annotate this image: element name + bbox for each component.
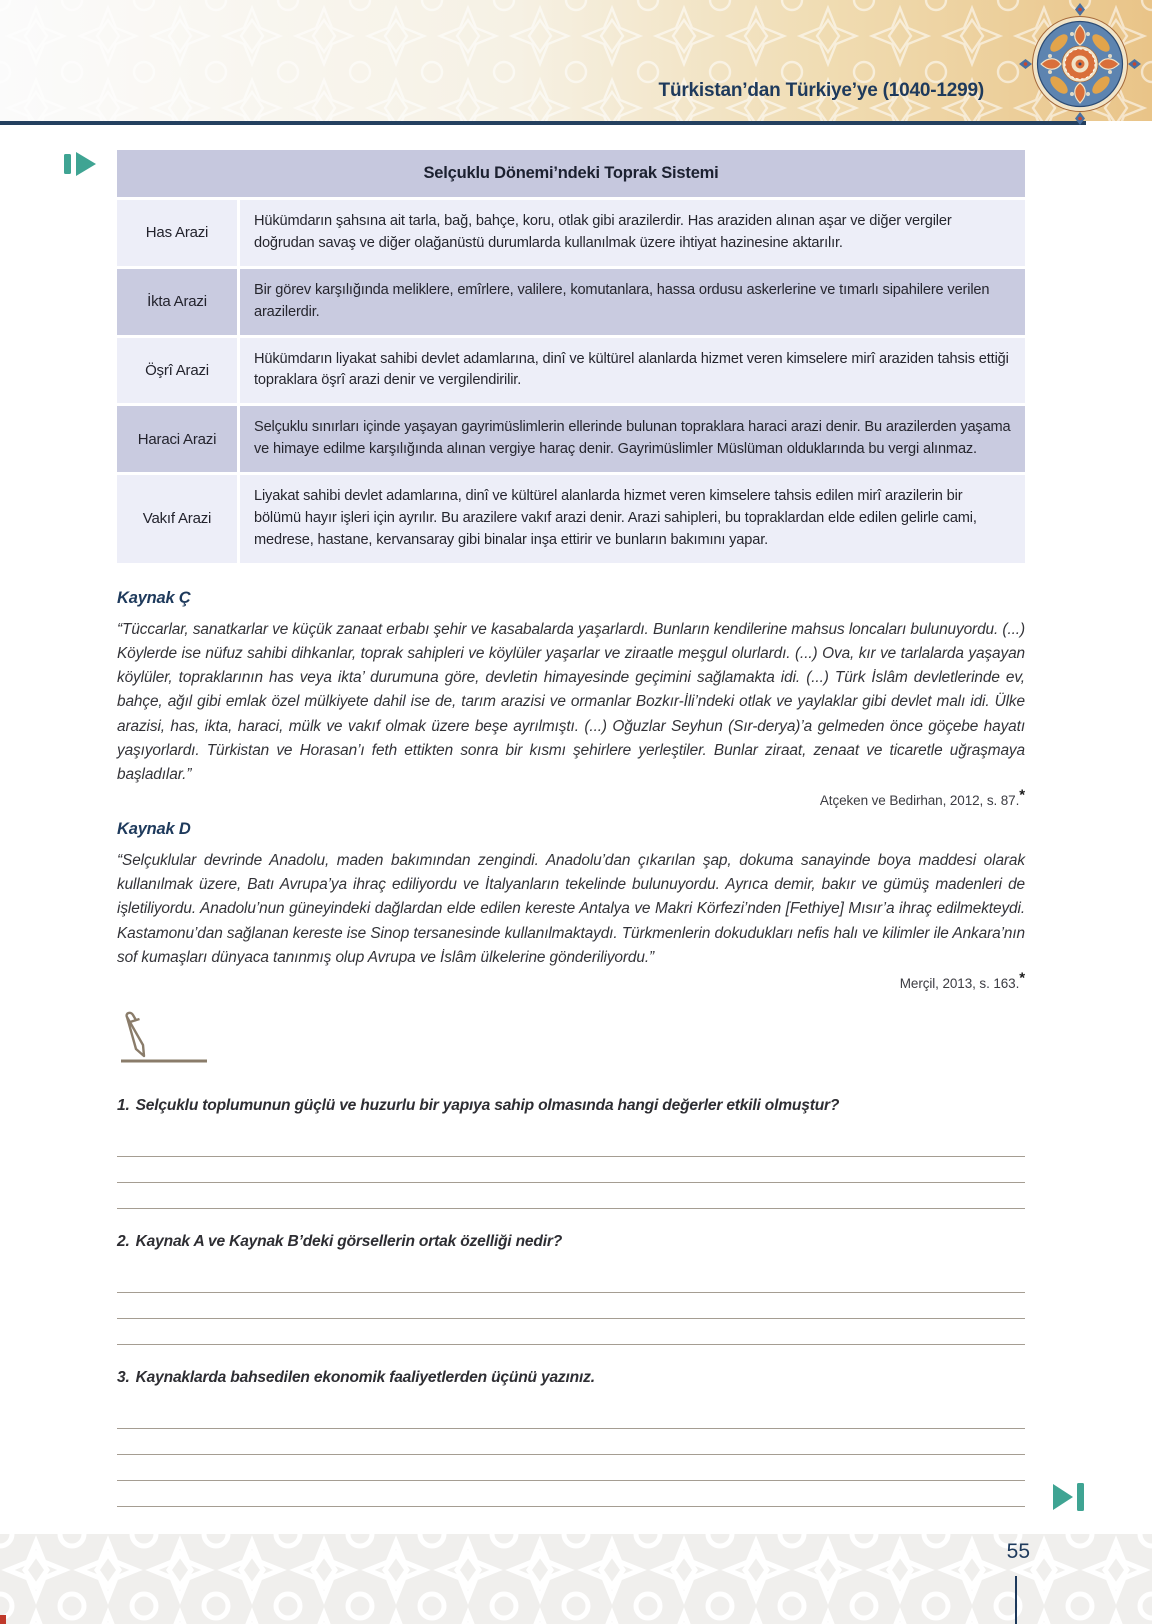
answer-line [117,1131,1025,1157]
table-row-text: Liyakat sahibi devlet adamlarına, dinî ve kültürel alanlarda hizmet veren kimselere tahsis edilen mirî arazilerin bir bölümü hayır işleri için ayrılır. Bu arazilere vakıf arazi denir. Arazi sahipleri, bu topraklardan elde edilen gelirle cami, medrese, hastane, kervansaray gibi binalar inşa ettirir ve bunların bakımını yapar. [240,475,1025,563]
table-title: Selçuklu Dönemi’ndeki Toprak Sistemi [117,150,1025,197]
rosette-ornament-icon [1018,2,1142,131]
pencil-icon [119,1011,1025,1073]
question-3 [117,1369,1025,1387]
answer-line [117,1267,1025,1293]
page-number: 55 [1006,1540,1030,1563]
table-row-label: Haraci Arazi [117,406,237,472]
table-row-text: Selçuklu sınırları içinde yaşayan gayrimüslimlerin ellerinde bulunan topraklara haraci arazi denir. Bu arazilerden yaşama ve himaye edilme karşılığında alınan vergiye haraç denir. Gayrimüslimler Müslüman olduklarında bu vergi alınmaz. [240,406,1025,472]
question-text: Kaynak A ve Kaynak B’deki görsellerin ortak özelliği nedir? [135,1233,563,1251]
table-row-label: Öşrî Arazi [117,338,237,404]
answer-line [117,1319,1025,1345]
answer-lines [117,1267,1025,1345]
page-number-rule [1015,1576,1017,1624]
footnote-asterisk: * [1019,969,1025,987]
question-text: Selçuklu toplumunun güçlü ve huzurlu bir yapıya sahip olmasında hangi değerler etkili olmuştur? [135,1097,840,1115]
footer-band [0,1534,1152,1624]
answer-line [117,1429,1025,1455]
answer-lines [117,1403,1025,1507]
main-content [117,150,1025,1507]
table-row-text: Bir görev karşılığında meliklere, emîrlere, valilere, komutanlara, hassa ordusu askerlerine ve tımarlı sipahilere verilen arazilerdir. [240,269,1025,335]
question-text: Kaynaklarda bahsedilen ekonomik faaliyetlerden üçünü yazınız. [135,1369,595,1387]
footer-pattern [0,1534,1152,1624]
question-1 [117,1097,1025,1115]
header-pattern [0,0,1152,121]
answer-line [117,1481,1025,1507]
answer-line [117,1293,1025,1319]
source-quote: “Tüccarlar, sanatkarlar ve küçük zanaat erbabı şehir ve kasabalarda yaşarlardı. Bunların kendilerine mahsus loncaları bulunuyordu. (...) Köylerde ise nüfuz sahibi dihkanlar, toprak sahipleri ve köylüler yaşarlar ve ziraatle meşgul olurlardı. (...) Ova, kır ve tarlalarda yaşayan köylüler, topraklarının has veya ikta’ durumuna göre, devletin himayesinde geçimini sağlamakta idi. (...) Türk İslâm devletlerinde ev, bahçe, ağıl gibi emlak özel mülkiyete dahil ise de, tarım arazisi ve ormanlar Bozkır-İli’ndeki otlak ve yaylaklar gibi devlet malı idi. Ülke arazisi, has, ikta, haraci, mülk ve vakıf olmak üzere beşe ayrılmıştı. (...) Oğuzlar Seyhun (Sır-derya)’a gelmeden önce göçebe hayatı yaşıyorlardı. Türkistan ve Horasan’ı feth ettikten sonra bir kısmı şehirlere yerleştiler. Bunlar ziraat, zenaat ve ticaretle uğraşmaya başladılar.” [117,620,1025,783]
answer-line [117,1403,1025,1429]
source-attribution [117,969,1025,992]
attribution-text: Atçeken ve Bedirhan, 2012, s. 87. [819,793,1020,809]
table-row-text: Hükümdarın liyakat sahibi devlet adamlarına, dinî ve kültürel alanlarda hizmet veren kimselere mirî araziden tahsis ettiği topraklara öşrî arazi denir ve vergilendirilir. [240,338,1025,404]
question-2 [117,1233,1025,1251]
table-row-text: Hükümdarın şahsına ait tarla, bağ, bahçe, koru, otlak gibi arazilerdir. Has araziden alınan aşar ve diğer vergiler doğrudan savaş ve diğer olağanüstü durumlarda kullanılmak üzere ihtiyat hazinesine aktarılır. [240,200,1025,266]
table-row-label: İkta Arazi [117,269,237,335]
answer-lines [117,1131,1025,1209]
question-number: 3. [117,1369,130,1387]
answer-line [117,1455,1025,1481]
answer-line [117,1183,1025,1209]
header-rule [0,121,1086,125]
chapter-title: Türkistan’dan Türkiye’ye (1040-1299) [658,80,984,101]
corner-accent [0,1615,6,1624]
table-row-label: Vakıf Arazi [117,475,237,563]
section-end-icon [1052,1482,1086,1517]
source-heading: Kaynak Ç [117,588,191,607]
source-heading: Kaynak D [117,820,191,839]
answer-line [117,1157,1025,1183]
source-quote: “Selçuklular devrinde Anadolu, maden bakımından zengindi. Anadolu’dan çıkarılan şap, dokuma sanayinde boya maddesi olarak kullanılmak üzere, Batı Avrupa’ya ihraç ediliyordu ve İtalyanların tekelinde bulunuyordu. Ayrıca demir, bakır ve gümüş madenleri de işletiliyordu. Anadolu’nun güneyindeki dağlardan elde edilen kereste Antalya ve Makri Körfezi’nden [Fethiye] Mısır’a ihraç edilmekteydi. Kastamonu’dan sağlanan kereste ise Sinop tersanesinde kullanılmaktaydı. Türkmenlerin dokudukları nefis halı ve kilimler ile Ankara’nın sof kumaşları dünyaca tanınmış olup Avrupa ve İslâm ülkelerine gönderiliyordu.” [117,852,1025,966]
question-number: 1. [117,1097,130,1115]
source-attribution [117,786,1025,809]
land-system-table [117,150,1025,563]
question-number: 2. [117,1233,130,1251]
table-row-label: Has Arazi [117,200,237,266]
header-band [0,0,1152,121]
attribution-text: Merçil, 2013, s. 163. [899,976,1020,992]
section-start-icon [62,150,98,183]
footnote-asterisk: * [1019,786,1025,804]
